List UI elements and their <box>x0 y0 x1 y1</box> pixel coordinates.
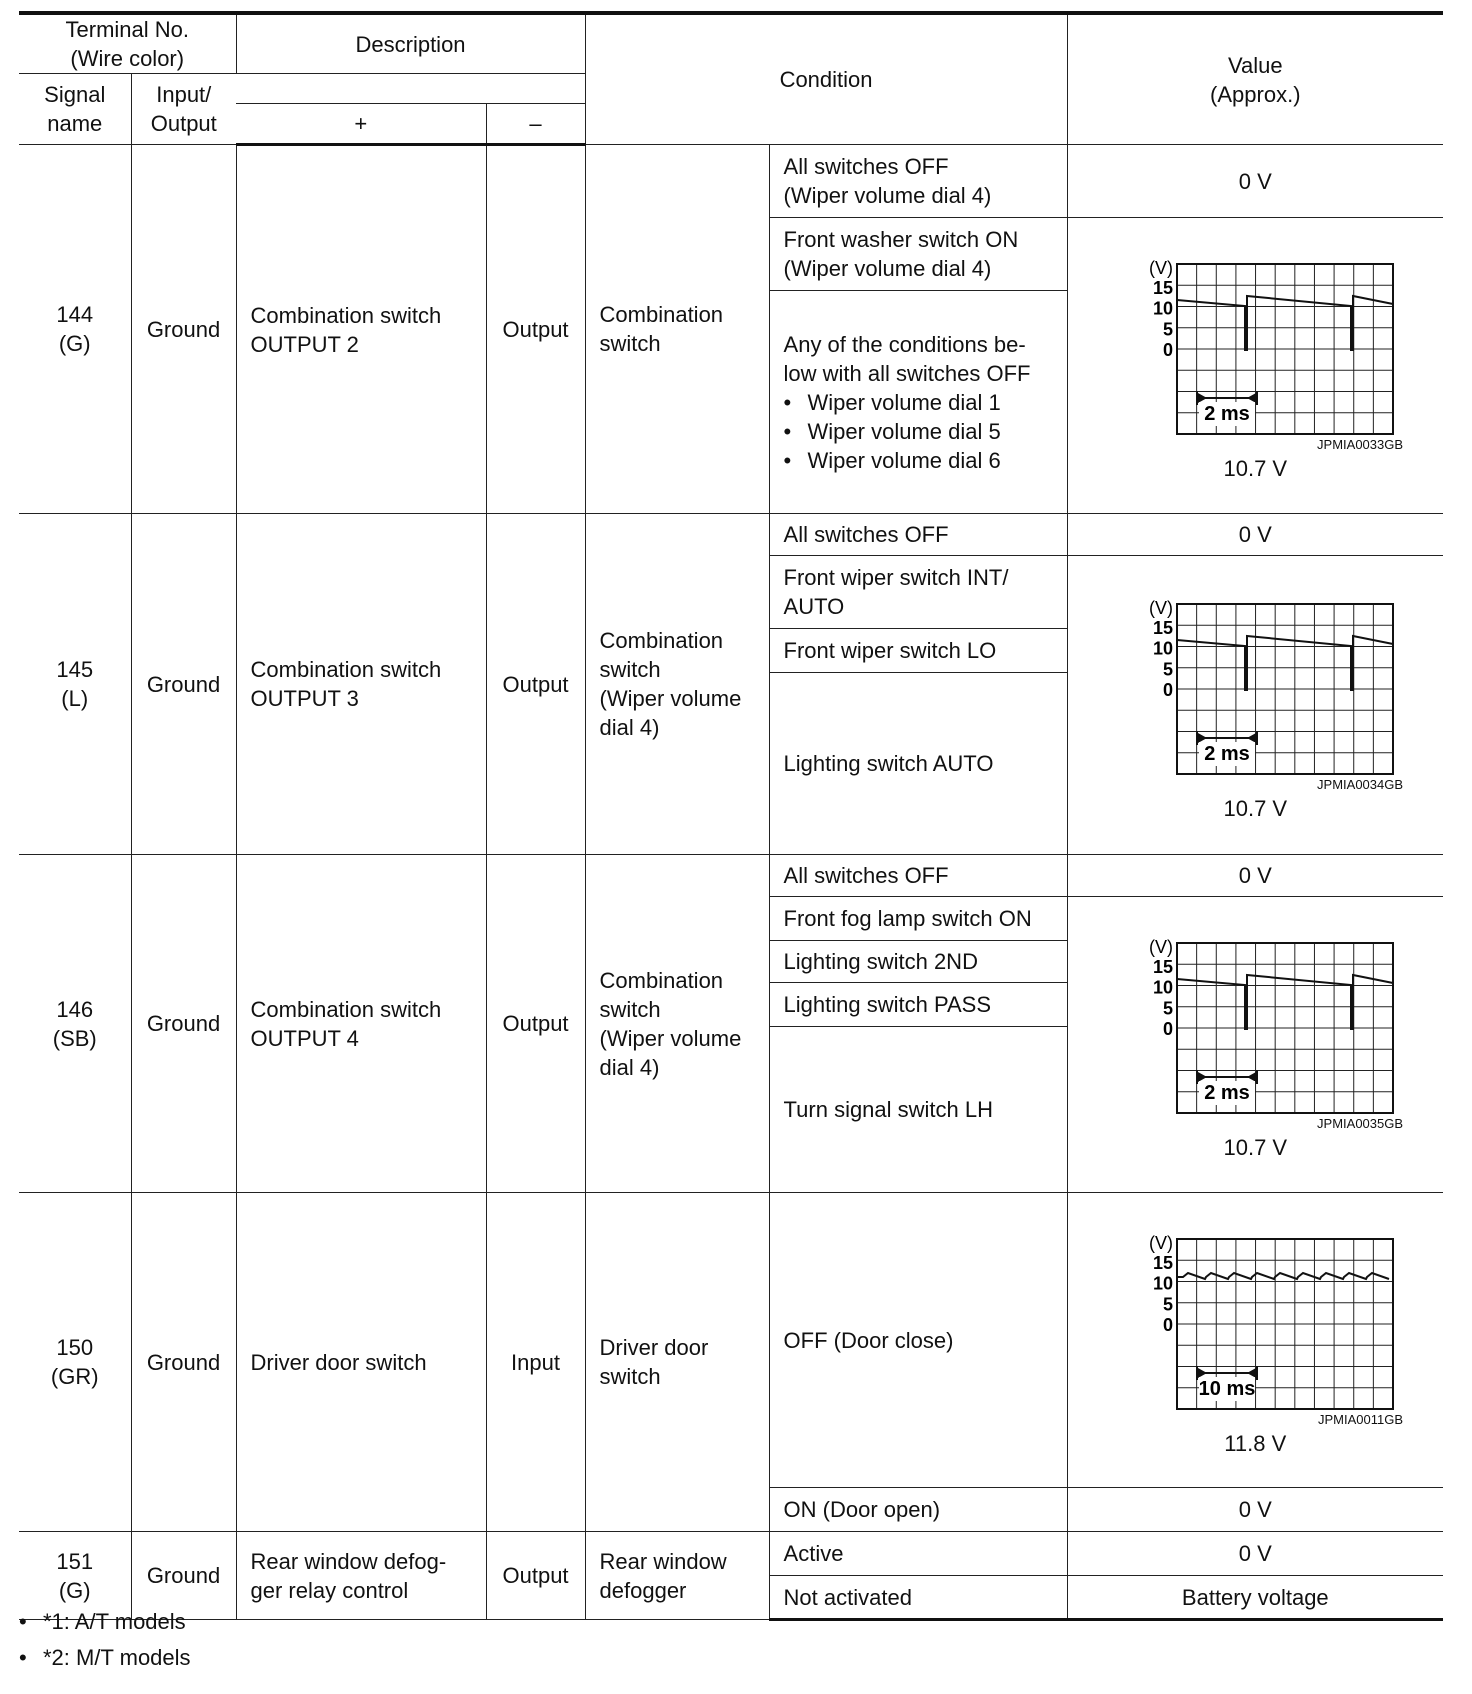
y-tick-label: 0 <box>1163 1019 1174 1040</box>
terminal-minus: Ground <box>131 514 236 855</box>
condition-detail <box>769 145 1067 218</box>
y-unit-label: (V) <box>1149 937 1174 957</box>
waveform-value: 10.7 V <box>1223 456 1288 481</box>
arrow-icon <box>1247 1072 1256 1082</box>
bullet-text: Wiper volume dial 6 <box>807 447 1001 473</box>
y-tick-label: 10 <box>1153 638 1174 659</box>
y-tick-label: 10 <box>1153 977 1174 998</box>
condition-detail <box>769 1027 1067 1193</box>
condition-text: Lighting switch 2ND <box>783 949 978 974</box>
bullet-item <box>784 388 1053 417</box>
oscilloscope-plot <box>1105 1229 1405 1411</box>
time-scale-label: 2 ms <box>1204 403 1251 425</box>
waveform-value: 11.8 V <box>1224 1430 1287 1456</box>
time-scale-label: 2 ms <box>1204 1082 1251 1104</box>
arrow-icon <box>1198 393 1207 403</box>
y-tick-label: 0 <box>1163 1314 1174 1335</box>
terminal-spec-table <box>19 11 1443 1621</box>
waveform-figure <box>1082 254 1430 483</box>
input-output: Output <box>486 1532 585 1620</box>
terminal-minus: Ground <box>131 1532 236 1620</box>
footnote <box>19 1604 191 1640</box>
waveform-trace <box>1177 1273 1389 1279</box>
condition-text: OFF (Door close) <box>783 1327 954 1353</box>
waveform-cell <box>1067 218 1443 514</box>
y-tick-label: 10 <box>1153 298 1174 319</box>
oscilloscope-plot <box>1105 933 1405 1115</box>
condition-detail <box>769 514 1067 556</box>
waveform-trace <box>1177 296 1393 350</box>
input-output: Input <box>486 1193 585 1532</box>
header-value: Value (Approx.) <box>1067 13 1443 145</box>
header-plus: + <box>236 104 486 145</box>
figure-code: JPMIA0011GB <box>1318 1411 1404 1427</box>
signal-name: Combination switch OUTPUT 2 <box>236 145 486 514</box>
header-terminal: Terminal No. (Wire color) <box>19 13 236 74</box>
condition-detail <box>769 1576 1067 1620</box>
condition-main: Rear window defogger <box>585 1532 769 1620</box>
figure-code: JPMIA0034GB <box>1317 776 1404 792</box>
value-cell: 0 V <box>1067 1488 1443 1532</box>
y-tick-label: 0 <box>1163 340 1174 361</box>
bullet-icon: • <box>783 418 792 444</box>
terminal-plus: 144 (G) <box>19 145 131 514</box>
condition-text: All switches OFF <box>783 863 949 888</box>
condition-text: Lighting switch PASS <box>783 992 992 1017</box>
table-row <box>19 1532 1443 1576</box>
condition-text: Turn signal switch LH <box>783 1097 994 1122</box>
header-signal-name: Signal name <box>19 74 131 145</box>
bullet-text: Wiper volume dial 5 <box>807 418 1001 444</box>
condition-detail <box>769 855 1067 897</box>
condition-text: Active <box>783 1541 844 1566</box>
condition-text: Front fog lamp switch ON <box>783 906 1032 931</box>
terminal-minus: Ground <box>131 1193 236 1532</box>
waveform-figure <box>1082 1229 1430 1458</box>
bullet-text: Wiper volume dial 1 <box>807 389 1001 415</box>
oscilloscope-plot <box>1105 254 1405 436</box>
condition-text: All switches OFF <box>783 522 949 547</box>
time-scale-label: 10 ms <box>1198 1377 1256 1400</box>
condition-detail <box>769 941 1067 983</box>
footnote-text: *1: A/T models <box>43 1609 186 1634</box>
arrow-icon <box>1247 1368 1256 1378</box>
bullet-icon: • <box>19 1645 27 1670</box>
bullet-icon: • <box>783 389 792 415</box>
waveform-figure <box>1082 933 1430 1162</box>
header-io: Input/ Output <box>131 74 236 145</box>
terminal-plus: 146 (SB) <box>19 855 131 1193</box>
value-cell: 0 V <box>1067 145 1443 218</box>
condition-text: Any of the conditions be- low with all switches OFF <box>783 331 1031 386</box>
condition-text: Front wiper switch LO <box>783 638 997 663</box>
waveform-trace <box>1177 975 1393 1029</box>
figure-code: JPMIA0033GB <box>1317 437 1404 452</box>
table-body <box>19 145 1443 1620</box>
y-tick-label: 5 <box>1163 998 1174 1019</box>
arrow-icon <box>1247 393 1256 403</box>
arrow-icon <box>1247 733 1256 743</box>
waveform-value: 10.7 V <box>1223 1135 1288 1160</box>
header-description: Description <box>236 13 585 74</box>
waveform-cell <box>1067 1193 1443 1488</box>
table-row <box>19 1193 1443 1488</box>
y-tick-label: 15 <box>1153 1252 1174 1273</box>
bullet-icon: • <box>19 1609 27 1634</box>
condition-detail <box>769 983 1067 1027</box>
value-cell: 0 V <box>1067 1532 1443 1576</box>
footnote-text: *2: M/T models <box>43 1645 191 1670</box>
terminal-plus: 151 (G) <box>19 1532 131 1620</box>
footnotes <box>19 1604 191 1676</box>
table-row <box>19 145 1443 218</box>
condition-text: All switches OFF (Wiper volume dial 4) <box>783 154 992 208</box>
signal-name: Combination switch OUTPUT 3 <box>236 514 486 855</box>
bullet-icon: • <box>783 447 792 473</box>
condition-main: Combination switch (Wiper volume dial 4) <box>585 514 769 855</box>
y-tick-label: 0 <box>1163 679 1174 700</box>
waveform-trace <box>1177 636 1393 690</box>
y-unit-label: (V) <box>1149 1232 1174 1253</box>
condition-text: Front wiper switch INT/ AUTO <box>783 565 1009 619</box>
y-tick-label: 15 <box>1153 278 1174 298</box>
condition-detail <box>769 897 1067 941</box>
y-unit-label: (V) <box>1149 597 1174 618</box>
arrow-icon <box>1198 1072 1207 1082</box>
figure-code: JPMIA0035GB <box>1317 1116 1404 1131</box>
arrow-icon <box>1198 1368 1207 1378</box>
time-scale-label: 2 ms <box>1204 742 1251 765</box>
value-cell: 0 V <box>1067 514 1443 556</box>
y-tick-label: 5 <box>1163 658 1174 679</box>
signal-name: Driver door switch <box>236 1193 486 1532</box>
table-row <box>19 514 1443 556</box>
waveform-value: 10.7 V <box>1223 795 1288 821</box>
table-row <box>19 855 1443 897</box>
value-cell: Battery voltage <box>1067 1576 1443 1620</box>
condition-detail <box>769 1532 1067 1576</box>
terminal-plus: 145 (L) <box>19 514 131 855</box>
waveform-figure <box>1082 594 1430 823</box>
header-minus: – <box>486 104 585 145</box>
terminal-plus: 150 (GR) <box>19 1193 131 1532</box>
condition-main: Combination switch <box>585 145 769 514</box>
input-output: Output <box>486 514 585 855</box>
condition-detail <box>769 1193 1067 1488</box>
y-unit-label: (V) <box>1149 258 1174 278</box>
bullet-item <box>784 417 1053 446</box>
condition-main: Driver door switch <box>585 1193 769 1532</box>
value-cell: 0 V <box>1067 855 1443 897</box>
terminal-minus: Ground <box>131 145 236 514</box>
y-tick-label: 15 <box>1153 957 1174 977</box>
condition-text: ON (Door open) <box>783 1497 941 1522</box>
arrow-icon <box>1198 733 1207 743</box>
y-tick-label: 5 <box>1163 1293 1174 1314</box>
terminal-minus: Ground <box>131 855 236 1193</box>
y-tick-label: 15 <box>1153 617 1174 638</box>
oscilloscope-plot <box>1105 594 1405 776</box>
condition-text: Front washer switch ON (Wiper volume dial 4) <box>783 227 1019 281</box>
condition-detail <box>769 673 1067 855</box>
y-tick-label: 10 <box>1153 1273 1174 1294</box>
input-output: Output <box>486 145 585 514</box>
condition-detail <box>769 291 1067 514</box>
condition-detail <box>769 218 1067 291</box>
condition-detail <box>769 629 1067 673</box>
footnote <box>19 1640 191 1676</box>
waveform-cell <box>1067 556 1443 855</box>
condition-text: Not activated <box>783 1584 912 1610</box>
bullet-item <box>784 446 1053 475</box>
input-output: Output <box>486 855 585 1193</box>
waveform-cell <box>1067 897 1443 1193</box>
y-tick-label: 5 <box>1163 319 1174 340</box>
signal-name: Rear window defog- ger relay control <box>236 1532 486 1620</box>
signal-name: Combination switch OUTPUT 4 <box>236 855 486 1193</box>
condition-text: Lighting switch AUTO <box>783 751 994 776</box>
condition-detail <box>769 556 1067 629</box>
condition-detail <box>769 1488 1067 1532</box>
condition-main: Combination switch (Wiper volume dial 4) <box>585 855 769 1193</box>
header-condition: Condition <box>585 13 1067 145</box>
